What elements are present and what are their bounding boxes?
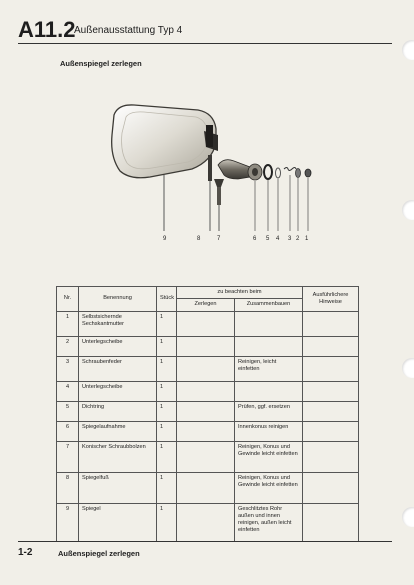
row-nr: 9 (57, 503, 79, 541)
leader-lines (255, 175, 308, 231)
row-zerlegen (177, 503, 235, 541)
stud-bolt (208, 155, 212, 231)
row-zusammenbauen: Reinigen, leicht einfetten (235, 356, 303, 381)
table-row (57, 401, 359, 421)
diagram-callouts (0, 236, 414, 248)
row-zerlegen (177, 401, 235, 421)
callout-label: 2 (296, 236, 300, 242)
punch-hole-top (402, 40, 414, 60)
col-header-benennung: Benennung (79, 287, 157, 312)
exploded-mirror-diagram (100, 95, 330, 255)
table-header-row (57, 287, 359, 299)
table-row (57, 441, 359, 472)
callout-label: 1 (305, 236, 309, 242)
row-nr: 6 (57, 421, 79, 441)
row-zerlegen (177, 381, 235, 401)
callout-label: 8 (197, 236, 201, 242)
row-benennung: Unterlegscheibe (79, 381, 157, 401)
row-stueck: 1 (157, 503, 177, 541)
row-hinweise (303, 503, 359, 541)
row-stueck: 1 (157, 401, 177, 421)
row-zusammenbauen (235, 336, 303, 356)
table-row (57, 472, 359, 503)
row-hinweise (303, 472, 359, 503)
table-row (57, 503, 359, 541)
row-hinweise (303, 336, 359, 356)
mirror-foot (218, 160, 262, 180)
table-row (57, 356, 359, 381)
callout-label: 5 (266, 236, 270, 242)
row-zusammenbauen: Prüfen, ggf. ersetzen (235, 401, 303, 421)
row-stueck: 1 (157, 472, 177, 503)
callout-label: 4 (276, 236, 280, 242)
row-zusammenbauen: Geschlitztes Rohr außen und innen reinigen, außen leicht einfetten (235, 503, 303, 541)
row-stueck: 1 (157, 356, 177, 381)
row-stueck: 1 (157, 311, 177, 336)
table-row (57, 421, 359, 441)
section-code: A11.2 (18, 17, 76, 42)
row-benennung: Spiegelfuß (79, 472, 157, 503)
row-nr: 3 (57, 356, 79, 381)
row-stueck: 1 (157, 336, 177, 356)
row-zerlegen (177, 421, 235, 441)
callout-label: 7 (217, 236, 221, 242)
row-hinweise (303, 356, 359, 381)
row-zusammenbauen (235, 381, 303, 401)
row-benennung: Spiegel (79, 503, 157, 541)
row-benennung: Spiegelaufnahme (79, 421, 157, 441)
row-hinweise (303, 311, 359, 336)
table-row (57, 311, 359, 336)
col-header-stueck: Stück (157, 287, 177, 312)
row-nr: 7 (57, 441, 79, 472)
row-benennung: Dichtring (79, 401, 157, 421)
row-nr: 2 (57, 336, 79, 356)
punch-hole-lower (402, 358, 414, 378)
row-benennung: Konischer Schraubbolzen (79, 441, 157, 472)
row-benennung: Schraubenfeder (79, 356, 157, 381)
row-zusammenbauen: Reinigen, Konus und Gewinde leicht einfetten (235, 441, 303, 472)
row-zerlegen (177, 356, 235, 381)
row-zerlegen (177, 311, 235, 336)
row-hinweise (303, 421, 359, 441)
row-stueck: 1 (157, 441, 177, 472)
row-hinweise (303, 401, 359, 421)
col-header-nr: Nr. (57, 287, 79, 312)
parts-table (56, 286, 359, 542)
callout-label: 6 (253, 236, 257, 242)
col-header-zerlegen: Zerlegen (177, 299, 235, 311)
callout-label: 3 (288, 236, 292, 242)
header-rule (18, 43, 392, 44)
row-nr: 5 (57, 401, 79, 421)
conical-bolt (214, 179, 224, 231)
row-nr: 4 (57, 381, 79, 401)
table-row (57, 336, 359, 356)
punch-hole-bottom (402, 507, 414, 527)
col-header-zu-beachten: zu beachten beim (177, 287, 303, 299)
col-header-zusammenbauen: Zusammenbauen (235, 299, 303, 311)
row-benennung: Selbstsichernde Sechskantmutter (79, 311, 157, 336)
footer-title: Außenspiegel zerlegen (58, 549, 140, 558)
row-nr: 8 (57, 472, 79, 503)
callout-label: 9 (163, 236, 167, 242)
row-benennung: Unterlegscheibe (79, 336, 157, 356)
section-title: Außenspiegel zerlegen (60, 59, 142, 68)
row-hinweise (303, 381, 359, 401)
row-nr: 1 (57, 311, 79, 336)
row-hinweise (303, 441, 359, 472)
row-zerlegen (177, 336, 235, 356)
small-parts (264, 165, 311, 179)
row-zusammenbauen: Innenkonus reinigen (235, 421, 303, 441)
footer-rule (18, 541, 392, 542)
row-stueck: 1 (157, 421, 177, 441)
page-number: 1-2 (18, 547, 33, 558)
row-zerlegen (177, 441, 235, 472)
row-zerlegen (177, 472, 235, 503)
row-stueck: 1 (157, 381, 177, 401)
punch-hole-upper (402, 200, 414, 220)
header-title: Außenausstattung Typ 4 (74, 25, 183, 36)
table-row (57, 381, 359, 401)
mirror-head (112, 105, 218, 178)
col-header-hinweise: Ausführlichere Hinweise (303, 287, 359, 312)
row-zusammenbauen: Reinigen, Konus und Gewinde leicht einfetten (235, 472, 303, 503)
row-zusammenbauen (235, 311, 303, 336)
